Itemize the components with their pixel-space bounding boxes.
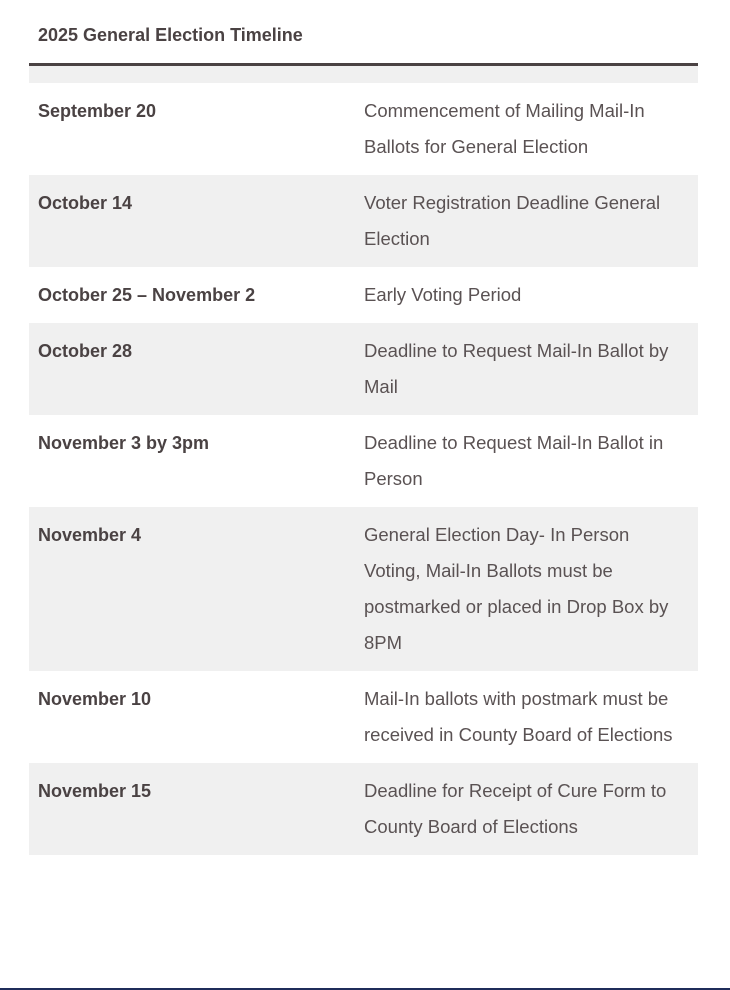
table-row [29,415,698,507]
table-title: 2025 General Election Timeline [38,25,303,45]
table-row [29,267,698,323]
table-row [29,507,698,671]
row-date: November 4 [38,525,142,545]
row-event: Mail-In ballots with postmark must be received in County Board of Elections [364,688,673,745]
table-row [29,763,698,855]
table-header [29,0,698,66]
row-event: Deadline to Request Mail-In Ballot in Person [364,432,664,489]
row-event: Deadline for Receipt of Cure Form to County Board of Elections [364,780,667,837]
row-event: Deadline to Request Mail-In Ballot by Mail [364,340,669,397]
table-row [29,671,698,763]
row-date: September 20 [38,101,157,121]
row-date: November 3 by 3pm [38,433,210,453]
row-event: Voter Registration Deadline General Election [364,192,661,249]
row-date: October 28 [38,341,133,361]
election-timeline-table [29,0,698,855]
row-date: November 15 [38,781,152,801]
row-date: November 10 [38,689,152,709]
row-event: Commencement of Mailing Mail-In Ballots for General Election [364,100,645,157]
row-event: Early Voting Period [364,284,522,305]
table-row [29,83,698,175]
table-row [29,175,698,267]
row-date: October 25 – November 2 [38,285,256,305]
table-row [29,323,698,415]
row-event: General Election Day- In Person Voting, Mail-In Ballots must be postmarked or placed in Drop Box by 8PM [364,524,669,653]
table-spacer-row [29,66,698,83]
row-date: October 14 [38,193,133,213]
